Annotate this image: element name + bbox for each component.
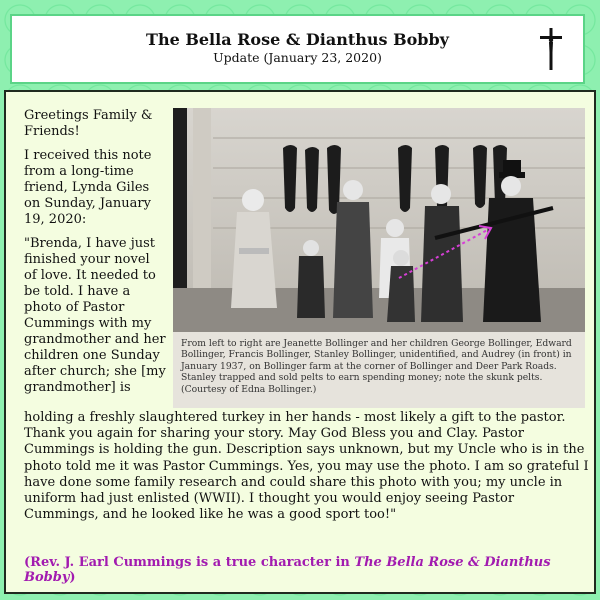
- intro-text: I received this note from a long-time friend, Lynda Giles on Sunday, January 19, 2020:: [24, 148, 152, 227]
- footer-prefix: (Rev. J. Earl Cummings is a true character in: [24, 555, 355, 570]
- page-title: The Bella Rose & Dianthus Bobby: [146, 30, 449, 49]
- photo-caption: From left to right are Jeanette Bollinger and her children George Bollinger, Edward Bollinger, Francis Bollinger, Stanley Bollinger, unidentified, and Audrey (in front) in January 1937, on Bollinger farm at the corner of Bollinger and Deer Park Roads. Stanley trapped and sold pelts to earn spending money; note the skunk pelts. (Courtesy of Edna Bollinger.): [173, 332, 585, 408]
- family-photo: [173, 108, 585, 408]
- greeting: Greetings Family & Friends!: [24, 108, 153, 139]
- header-banner: [10, 14, 585, 84]
- intro-column: [24, 108, 166, 404]
- footer-suffix: ): [69, 570, 76, 585]
- quote-continuation: holding a freshly slaughtered turkey in her hands - most likely a gift to the pastor. Thank you again for sharing your story. May God Bless you and Clay. Pastor Cummings is holding the gun. Description says unknown, but my Uncle who is in the photo told me it was Pastor Cummings. Yes, you may use the photo. I am so grateful I have done some family research and could share this photo with you; my uncle in uniform had just enlisted (WWII). I thought you would enjoy seeing Pastor Cummings, and he looked like he was a good sport too!": [24, 410, 589, 523]
- content-panel: [4, 90, 596, 594]
- photo-image: [173, 108, 585, 332]
- footer-note: [24, 555, 589, 585]
- book-title: The Bella Rose & Dianthus Bobby: [24, 555, 551, 585]
- quote-start: "Brenda, I have just finished your novel of love. It needed to be told. I have a photo of Pastor Cummings with my grandmother and her children one Sunday after church; she [my grandmother] is: [24, 236, 166, 395]
- update-date: Update (January 23, 2020): [213, 50, 382, 65]
- crucifix-icon: [537, 26, 565, 72]
